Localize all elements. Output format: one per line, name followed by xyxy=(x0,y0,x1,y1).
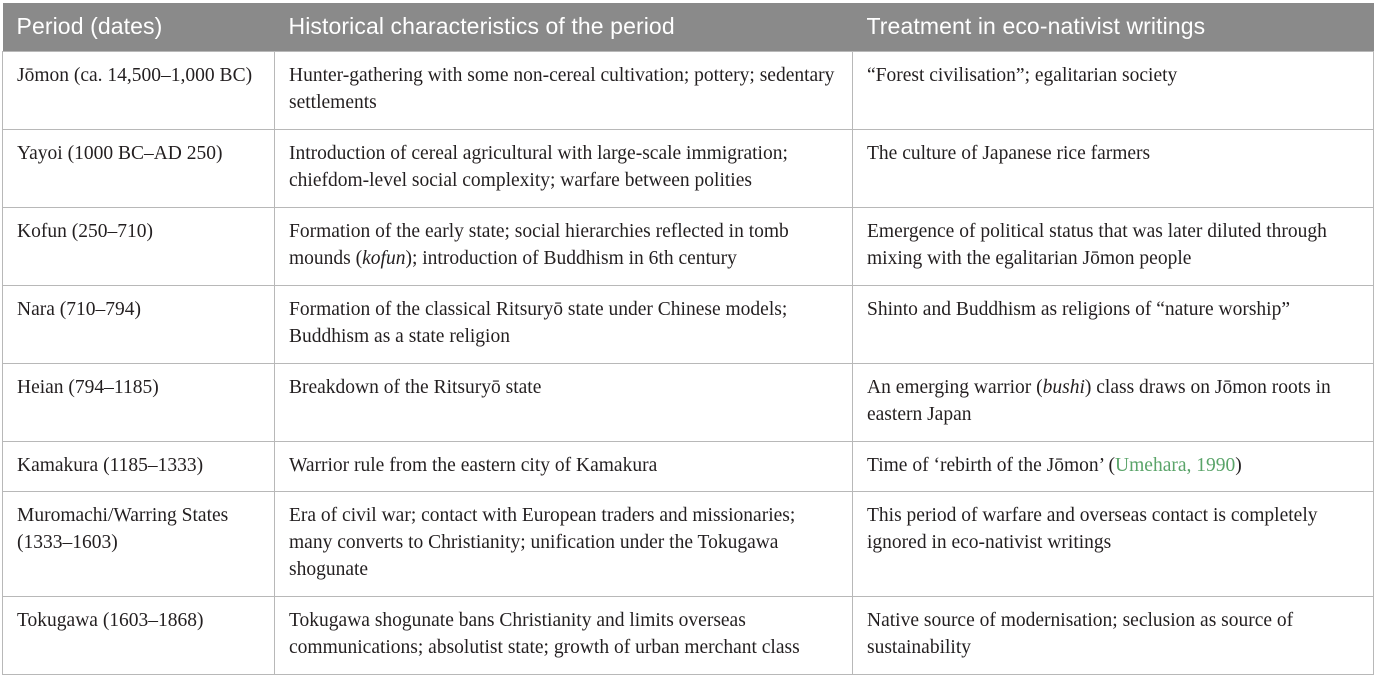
cell-characteristics: Warrior rule from the eastern city of Kamakura xyxy=(275,441,853,492)
cell-characteristics: Era of civil war; contact with European traders and missionaries; many converts to Christianity; unification under the Tokugawa shogunate xyxy=(275,492,853,597)
table-row xyxy=(3,208,1374,286)
cell-characteristics: Tokugawa shogunate bans Christianity and limits overseas communications; absolutist state; growth of urban merchant class xyxy=(275,597,853,675)
historical-periods-table xyxy=(2,3,1374,675)
cell-period: Tokugawa (1603–1868) xyxy=(3,597,275,675)
table-row xyxy=(3,492,1374,597)
table-row xyxy=(3,52,1374,130)
cell-period: Kofun (250–710) xyxy=(3,208,275,286)
table-row xyxy=(3,130,1374,208)
table-row xyxy=(3,363,1374,441)
text-after-citation: ) xyxy=(1235,454,1242,476)
text-after-term: ); introduction of Buddhism in 6th century xyxy=(405,247,737,269)
text-after-term: ) class draws on Jōmon roots in eastern Japan xyxy=(867,376,1331,425)
cell-period: Heian (794–1185) xyxy=(3,363,275,441)
italic-term: bushi xyxy=(1042,376,1085,398)
text-before-term: An emerging warrior ( xyxy=(867,376,1043,398)
cell-characteristics: Formation of the classical Ritsuryō state under Chinese models; Buddhism as a state religion xyxy=(275,285,853,363)
cell-characteristics: Breakdown of the Ritsuryō state xyxy=(275,363,853,441)
cell-period: Nara (710–794) xyxy=(3,285,275,363)
cell-characteristics: Introduction of cereal agricultural with large-scale immigration; chiefdom-level social complexity; warfare between polities xyxy=(275,130,853,208)
table-header xyxy=(3,3,1374,52)
cell-characteristics: Hunter-gathering with some non-cereal cultivation; pottery; sedentary settlements xyxy=(275,52,853,130)
cell-treatment: Native source of modernisation; seclusion as source of sustainability xyxy=(853,597,1374,675)
cell-period: Kamakura (1185–1333) xyxy=(3,441,275,492)
cell-treatment: This period of warfare and overseas contact is completely ignored in eco-nativist writings xyxy=(853,492,1374,597)
cell-treatment: Shinto and Buddhism as religions of “nature worship” xyxy=(853,285,1374,363)
header-row xyxy=(3,3,1374,52)
cell-characteristics xyxy=(275,208,853,286)
column-header-characteristics: Historical characteristics of the period xyxy=(275,3,853,52)
cell-period: Muromachi/Warring States (1333–1603) xyxy=(3,492,275,597)
column-header-period: Period (dates) xyxy=(3,3,275,52)
table-row xyxy=(3,597,1374,675)
cell-treatment xyxy=(853,363,1374,441)
table-row xyxy=(3,441,1374,492)
italic-term: kofun xyxy=(362,247,406,269)
cell-treatment: Emergence of political status that was later diluted through mixing with the egalitarian Jōmon people xyxy=(853,208,1374,286)
cell-period: Yayoi (1000 BC–AD 250) xyxy=(3,130,275,208)
table-row xyxy=(3,285,1374,363)
table-body xyxy=(3,52,1374,675)
citation-link[interactable]: Umehara, 1990 xyxy=(1115,454,1236,476)
cell-period: Jōmon (ca. 14,500–1,000 BC) xyxy=(3,52,275,130)
cell-treatment: “Forest civilisation”; egalitarian society xyxy=(853,52,1374,130)
text-before-citation: Time of ‘rebirth of the Jōmon’ ( xyxy=(867,454,1116,476)
cell-treatment: The culture of Japanese rice farmers xyxy=(853,130,1374,208)
cell-treatment xyxy=(853,441,1374,492)
column-header-treatment: Treatment in eco-nativist writings xyxy=(853,3,1374,52)
text-before-term: Formation of the early state; social hierarchies reflected in tomb mounds ( xyxy=(289,221,789,269)
